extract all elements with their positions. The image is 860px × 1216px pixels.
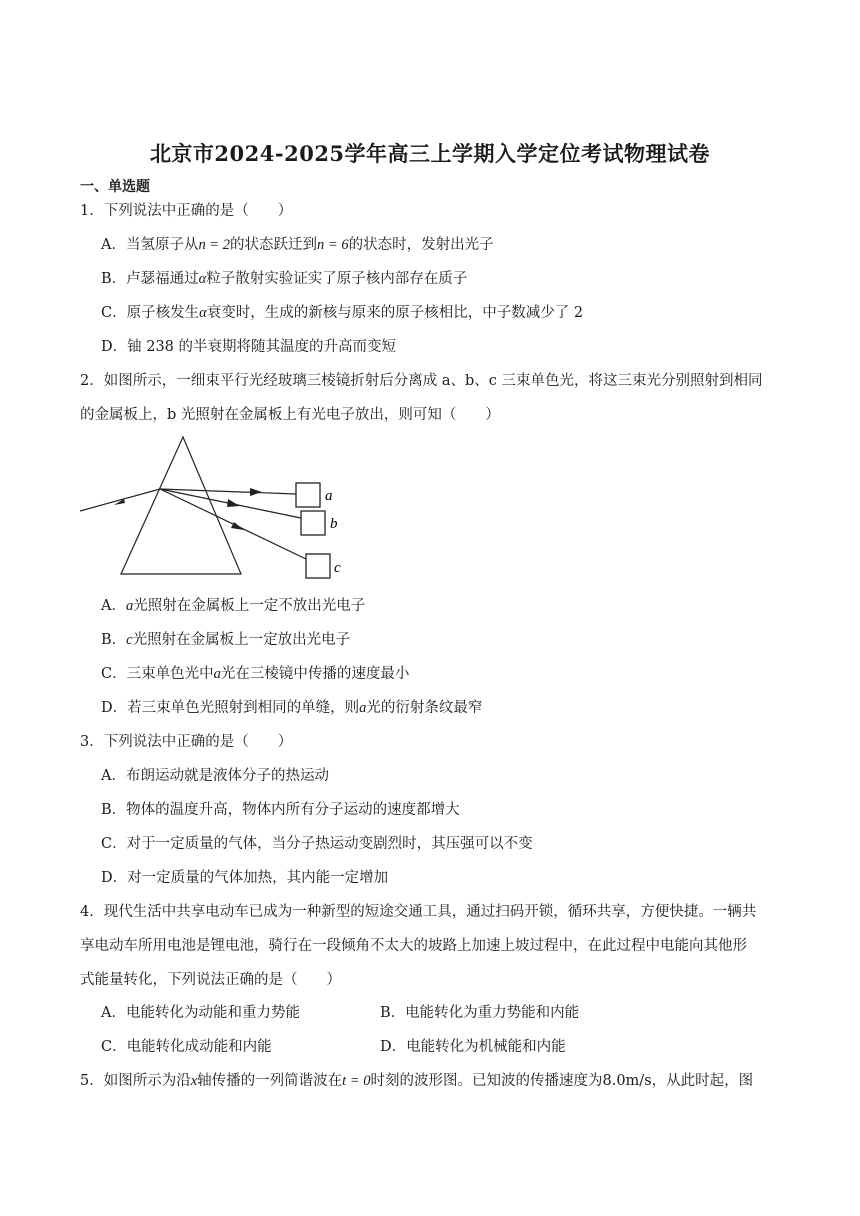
q4-stem-line1: 4．现代生活中共享电动车已成为一种新型的短途交通工具，通过扫码开锁，循环共享，方便快捷。一辆共: [80, 904, 757, 920]
q3-option-c: C．对于一定质量的气体，当分子热运动变剧烈时，其压强可以不变: [101, 836, 533, 852]
prism-diagram: [78, 432, 358, 582]
q2-stem-line2: 的金属板上，b 光照射在金属板上有光电子放出，则可知（ ）: [80, 407, 500, 423]
q4-stem-line3: 式能量转化，下列说法正确的是（ ）: [80, 972, 341, 988]
q3-option-b: B．物体的温度升高，物体内所有分子运动的速度都增大: [101, 802, 460, 818]
q4-option-a: A．电能转化为动能和重力势能: [101, 1005, 300, 1021]
q2-option-c: C．三束单色光中a光在三棱镜中传播的速度最小: [101, 666, 410, 682]
q4-option-d: D．电能转化为机械能和内能: [380, 1039, 566, 1055]
q1-option-b: B．卢瑟福通过α粒子散射实验证实了原子核内部存在质子: [101, 271, 468, 287]
page-title: 北京市2024-2025学年高三上学期入学定位考试物理试卷: [149, 141, 711, 166]
q1-option-a: A．当氢原子从n = 2的状态跃迁到n = 6的状态时，发射出光子: [101, 237, 494, 253]
q2-stem-line1: 2．如图所示，一细束平行光经玻璃三棱镜折射后分离成 a、b、c 三束单色光，将这三束光分别照射到相同: [80, 373, 763, 389]
q1-option-c: C．原子核发生α衰变时，生成的新核与原来的原子核相比，中子数减少了 2: [101, 305, 584, 321]
q3-option-d: D．对一定质量的气体加热，其内能一定增加: [101, 870, 389, 886]
figure-label-a: a: [325, 488, 333, 504]
q4-stem-line2: 享电动车所用电池是锂电池，骑行在一段倾角不太大的坡路上加速上坡过程中，在此过程中电能向其他形: [80, 938, 747, 954]
q3-option-a: A．布朗运动就是液体分子的热运动: [101, 768, 329, 784]
section-heading: 一、单选题: [80, 179, 150, 195]
q2-option-a: A．a光照射在金属板上一定不放出光电子: [101, 598, 366, 614]
figure-label-c: c: [334, 560, 341, 576]
q4-option-b: B．电能转化为重力势能和内能: [380, 1005, 580, 1021]
q3-stem: 3．下列说法中正确的是（ ）: [80, 734, 293, 750]
figure-label-b: b: [330, 516, 338, 532]
q2-option-b: B．c光照射在金属板上一定放出光电子: [101, 632, 351, 648]
q4-option-c: C．电能转化成动能和内能: [101, 1039, 272, 1055]
q2-option-d: D．若三束单色光照射到相同的单缝，则a光的衍射条纹最窄: [101, 700, 483, 716]
q1-stem: 1．下列说法中正确的是（ ）: [80, 203, 293, 219]
q1-option-d: D．铀 238 的半衰期将随其温度的升高而变短: [101, 339, 397, 355]
q5-stem: 5．如图所示为沿x轴传播的一列简谐波在t = 0时刻的波形图。已知波的传播速度为8.0m/s，从此时起，图: [80, 1073, 754, 1089]
